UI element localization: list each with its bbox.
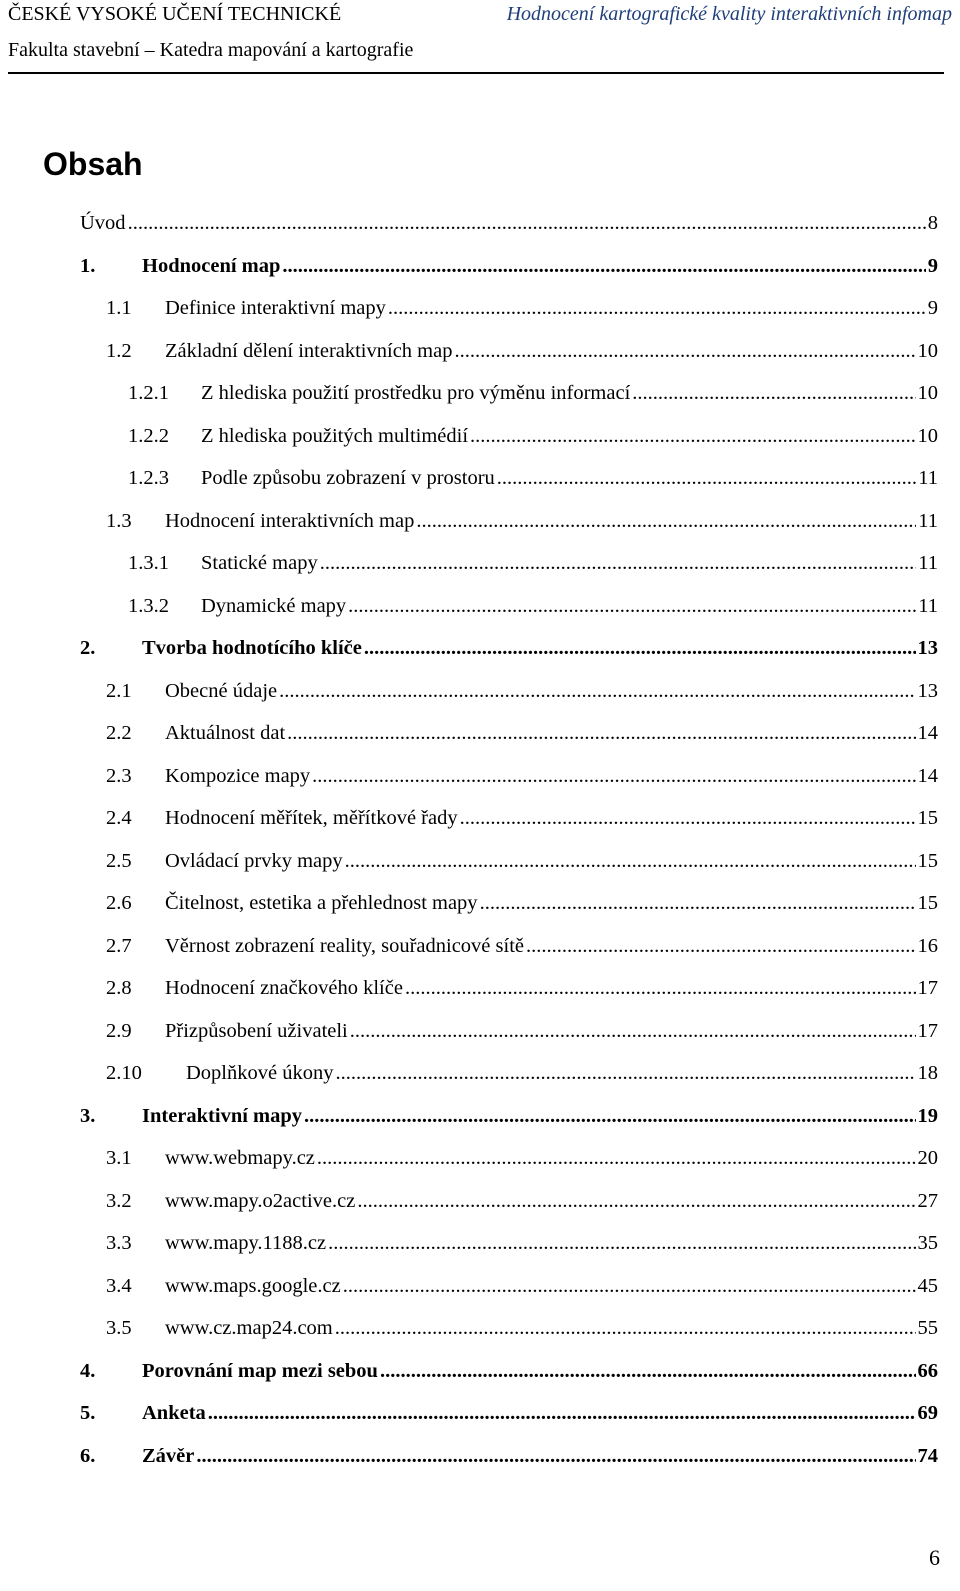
toc-entry-page: 17 [917,1020,938,1042]
toc-dot-leader [282,251,925,281]
toc-entry-number: 2.7 [106,935,132,957]
toc-entry [80,1356,938,1386]
toc-entry [128,378,938,408]
toc-entry-label: Přizpůsobení uživateli [165,1020,348,1042]
toc-entry-page: 69 [917,1402,938,1424]
toc-entry-page: 66 [917,1360,938,1382]
toc-entry-page: 11 [918,510,938,532]
toc-entry-number: 2.4 [106,807,132,829]
toc-entry-page: 8 [927,212,938,234]
toc-entry-label: Hodnocení značkového klíče [165,977,403,999]
toc-entry-page: 9 [927,297,938,319]
toc-entry-page: 11 [918,552,938,574]
toc-entry-number: 1.2.2 [128,425,169,447]
toc-entry-page: 10 [917,340,938,362]
toc-dot-leader [454,336,915,366]
toc-entry-number: 2.3 [106,765,132,787]
toc-entry [80,251,938,281]
toc-entry-page: 11 [918,595,938,617]
toc-entry-number: 4. [80,1360,96,1382]
toc-entry [128,463,938,493]
toc-entry [80,1101,938,1131]
toc-dot-leader [335,1058,915,1088]
toc-dot-leader [405,973,916,1003]
toc-dot-leader [350,1016,916,1046]
toc-dot-leader [279,676,915,706]
toc-entry-number: 3.1 [106,1147,132,1169]
page-number: 6 [929,1545,940,1570]
toc-entry [106,718,938,748]
toc-entry-number: 1.1 [106,297,132,319]
toc-dot-leader [364,633,916,663]
toc-dot-leader [416,506,916,536]
header-divider [8,72,944,74]
toc-entry-page: 15 [917,892,938,914]
toc-entry-page: 20 [917,1147,938,1169]
toc-entry [106,931,938,961]
toc-dot-leader [196,1441,915,1471]
toc-entry [106,1313,938,1343]
toc-entry-label: Obecné údaje [165,680,278,702]
toc-dot-leader [328,1228,915,1258]
header-faculty: Fakulta stavební – Katedra mapování a kartografie [8,39,414,61]
toc-dot-leader [388,293,926,323]
toc-dot-leader [348,591,916,621]
toc-dot-leader [343,1271,916,1301]
toc-dot-leader [380,1356,916,1386]
toc-dot-leader [312,761,915,791]
toc-entry [80,1398,938,1428]
toc-entry-page: 18 [917,1062,938,1084]
toc-entry [106,973,938,1003]
toc-entry-page: 14 [917,722,938,744]
toc-entry-page: 11 [918,467,938,489]
toc-entry [106,506,938,536]
toc-entry-number: 2.10 [106,1062,142,1084]
toc-entry-number: 2.6 [106,892,132,914]
toc-entry-number: 3.5 [106,1317,132,1339]
toc-entry-label: Čitelnost, estetika a přehlednost mapy [165,892,478,914]
toc-entry-label: Z hlediska použitých multimédií [201,425,469,447]
toc-entry-label: www.cz.map24.com [165,1317,333,1339]
toc-entry-number: 1.3.2 [128,595,169,617]
toc-entry [80,1441,938,1471]
toc-entry-label: Z hlediska použití prostředku pro výměnu informací [201,382,631,404]
toc-entry-label: Základní dělení interaktivních map [165,340,453,362]
toc-entry-number: 2.9 [106,1020,132,1042]
toc-entry [106,1271,938,1301]
toc-entry-number: 6. [80,1445,96,1467]
toc-entry-label: www.webmapy.cz [165,1147,315,1169]
toc-entry [106,1143,938,1173]
toc-entry-page: 14 [917,765,938,787]
toc-entry-label: www.mapy.1188.cz [165,1232,327,1254]
toc-entry-label: Doplňkové úkony [186,1062,334,1084]
toc-entry [106,803,938,833]
toc-entry [80,208,938,238]
toc-entry [80,633,938,663]
toc-dot-leader [317,1143,916,1173]
toc-entry-label: www.maps.google.cz [165,1275,341,1297]
toc-entry-label: Věrnost zobrazení reality, souřadnicové sítě [165,935,524,957]
toc-dot-leader [470,421,915,451]
header-institution: ČESKÉ VYSOKÉ UČENÍ TECHNICKÉ [8,3,342,25]
toc-entry [106,1058,938,1088]
toc-entry-number: 1.3.1 [128,552,169,574]
toc-entry [106,293,938,323]
toc-entry-number: 3. [80,1105,96,1127]
toc-entry-page: 9 [927,255,938,277]
toc-entry-label: Úvod [80,212,126,234]
toc-entry-label: Hodnocení interaktivních map [165,510,415,532]
toc-entry [106,1228,938,1258]
toc-dot-leader [208,1398,916,1428]
toc-entry-page: 10 [917,382,938,404]
toc-entry [128,591,938,621]
toc-entry-label: Anketa [142,1402,206,1424]
toc-dot-leader [497,463,916,493]
toc-entry-page: 13 [917,680,938,702]
toc-dot-leader [304,1101,915,1131]
toc-entry-page: 74 [917,1445,938,1467]
toc-dot-leader [357,1186,915,1216]
toc-entry-number: 3.2 [106,1190,132,1212]
toc-entry-page: 19 [917,1105,938,1127]
toc-entry-label: Porovnání map mezi sebou [142,1360,378,1382]
toc-entry-page: 27 [917,1190,938,1212]
toc-entry [106,846,938,876]
toc-dot-leader [480,888,916,918]
toc-entry-number: 1.2 [106,340,132,362]
toc-entry-page: 45 [917,1275,938,1297]
toc-entry-page: 13 [917,637,938,659]
toc-entry-page: 10 [917,425,938,447]
toc-entry-number: 2.5 [106,850,132,872]
toc-entry-page: 35 [917,1232,938,1254]
toc-entry [106,1016,938,1046]
toc-entry-label: Podle způsobu zobrazení v prostoru [201,467,495,489]
toc-entry-page: 16 [917,935,938,957]
toc-entry-number: 3.4 [106,1275,132,1297]
toc-entry-number: 2.2 [106,722,132,744]
toc-dot-leader [345,846,916,876]
toc-dot-leader [460,803,916,833]
toc-entry-label: Aktuálnost dat [165,722,286,744]
toc-entry-label: Kompozice mapy [165,765,311,787]
toc-entry-label: Ovládací prvky mapy [165,850,343,872]
toc-entry-label: Definice interaktivní mapy [165,297,386,319]
toc-heading: Obsah [43,146,143,182]
toc-entry [128,421,938,451]
toc-entry-label: www.mapy.o2active.cz [165,1190,356,1212]
toc-entry-number: 1.2.3 [128,467,169,489]
toc-dot-leader [320,548,917,578]
header-thesis-title: Hodnocení kartografické kvality interaktivních infomap [506,3,952,25]
toc-entry-label: Statické mapy [201,552,318,574]
toc-dot-leader [128,208,926,238]
toc-dot-leader [632,378,915,408]
toc-entry-page: 15 [917,807,938,829]
toc-entry-label: Tvorba hodnotícího klíče [142,637,362,659]
toc-entry [106,336,938,366]
toc-entry [106,761,938,791]
toc-dot-leader [335,1313,916,1343]
toc-entry-number: 1. [80,255,96,277]
toc-entry-label: Hodnocení měřítek, měřítkové řady [165,807,458,829]
toc-entry [106,888,938,918]
toc-entry-label: Interaktivní mapy [142,1105,303,1127]
toc-entry-number: 3.3 [106,1232,132,1254]
toc-entry-number: 2.8 [106,977,132,999]
toc-entry-number: 1.3 [106,510,132,532]
toc-entry-page: 55 [917,1317,938,1339]
toc-entry-label: Závěr [142,1445,195,1467]
toc-entry [128,548,938,578]
toc-entry-number: 2. [80,637,96,659]
toc-entry [106,676,938,706]
toc-entry-label: Dynamické mapy [201,595,347,617]
toc-dot-leader [287,718,915,748]
toc-entry-number: 2.1 [106,680,132,702]
toc-dot-leader [526,931,916,961]
toc-entry-label: Hodnocení map [142,255,281,277]
toc-entry-page: 17 [917,977,938,999]
toc-entry-page: 15 [917,850,938,872]
toc-entry-number: 5. [80,1402,96,1424]
toc-entry [106,1186,938,1216]
toc-entry-number: 1.2.1 [128,382,169,404]
